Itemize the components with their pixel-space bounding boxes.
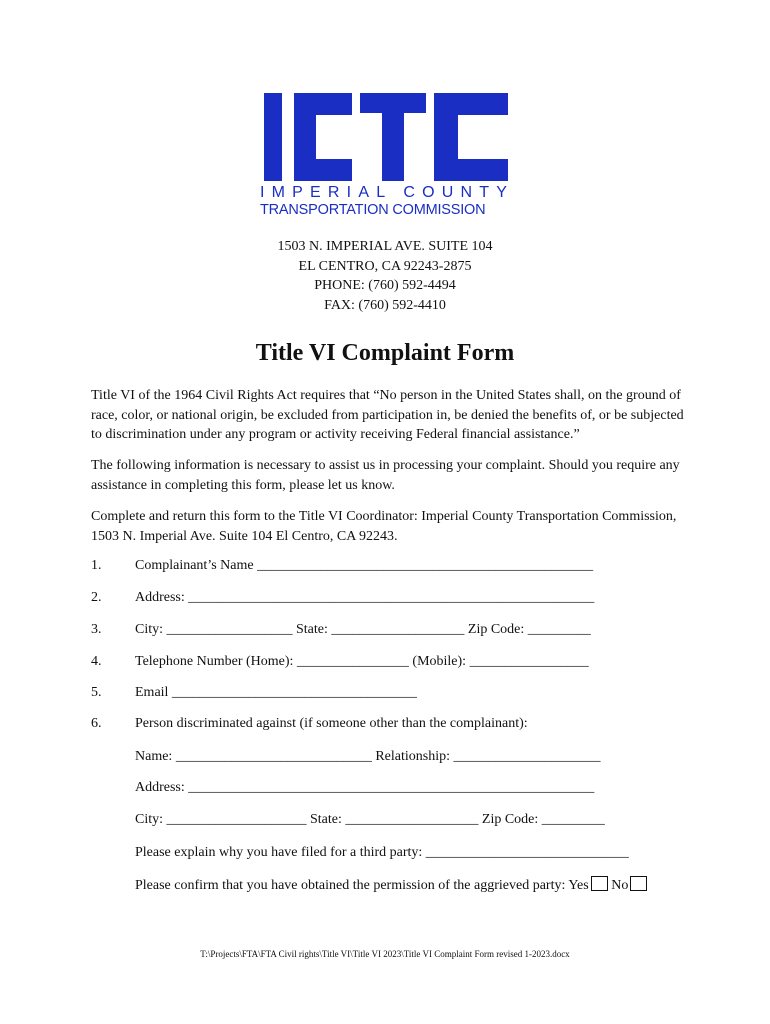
intro-paragraph [91,386,691,445]
item-text: City: __________________ State: ___________________ Zip Code: _________ [135,622,591,637]
item-number: 4. [91,654,102,669]
instructions-paragraph [91,456,691,495]
item-text: Complainant’s Name ________________________________________________ [135,558,594,573]
return-line-1: Complete and return this form to the Title VI Coordinator: Imperial County Transportation Commission, [91,509,677,524]
page-title: Title VI Complaint Form [255,340,515,366]
item-number: 1. [91,558,102,573]
third-party-explanation-field[interactable]: Please explain why you have filed for a third party: _____________________________ [135,845,629,860]
intro-line-3: to discrimination under any program or activity receiving Federal financial assistance.” [91,427,580,442]
third-party-city-state-zip-field[interactable]: City: ____________________ State: ___________________ Zip Code: _________ [135,812,605,827]
third-party-name-field[interactable]: Name: ____________________________ Relationship: _____________________ [135,749,601,764]
ictc-logo [260,93,515,223]
instructions-line-1: The following information is necessary to assist us in processing your complaint. Should you require any [91,458,680,473]
permission-question: Please confirm that you have obtained the permission of the aggrieved party: Yes [135,878,589,893]
return-line-2: 1503 N. Imperial Ave. Suite 104 El Centro, CA 92243. [91,528,398,544]
address-street: 1503 N. IMPERIAL AVE. SUITE 104 [277,239,493,254]
no-label: No [611,878,629,893]
address-city: EL CENTRO, CA 92243-2875 [298,258,472,274]
intro-line-1: Title VI of the 1964 Civil Rights Act requires that “No person in the United States shall, on the ground of [91,388,681,403]
logo-line-1: IMPERIAL COUNTY [260,184,515,201]
intro-line-2: race, color, or national origin, be excluded from participation in, be denied the benefits of, or be subjected [91,407,684,423]
item-number: 5. [91,685,102,700]
address-fax: FAX: (760) 592-4410 [324,297,446,313]
item-text: Telephone Number (Home): ________________ (Mobile): _________________ [135,654,589,669]
permission-confirmation [135,876,647,894]
ictc-logo-mark [264,93,508,181]
address-block [0,237,770,315]
item-number: 2. [91,590,102,605]
item-text: Address: __________________________________________________________ [135,590,595,605]
no-checkbox[interactable] [630,876,647,891]
return-paragraph [91,507,691,546]
third-party-address-field[interactable]: Address: __________________________________________________________ [135,780,595,795]
item-text: Person discriminated against (if someone other than the complainant): [135,716,528,731]
file-path-footer: T:\Projects\FTA\FTA Civil rights\Title VI\Title VI 2023\Title VI Complaint Form revised 1-2023.docx [200,949,570,959]
item-number: 6. [91,716,102,731]
address-phone: PHONE: (760) 592-4494 [314,278,456,293]
instructions-line-2: assistance in completing this form, please let us know. [91,477,395,493]
yes-checkbox[interactable] [591,876,608,891]
item-text: Email ___________________________________ [135,685,417,700]
logo-line-2: TRANSPORTATION COMMISSION [260,202,486,218]
item-number: 3. [91,622,102,637]
